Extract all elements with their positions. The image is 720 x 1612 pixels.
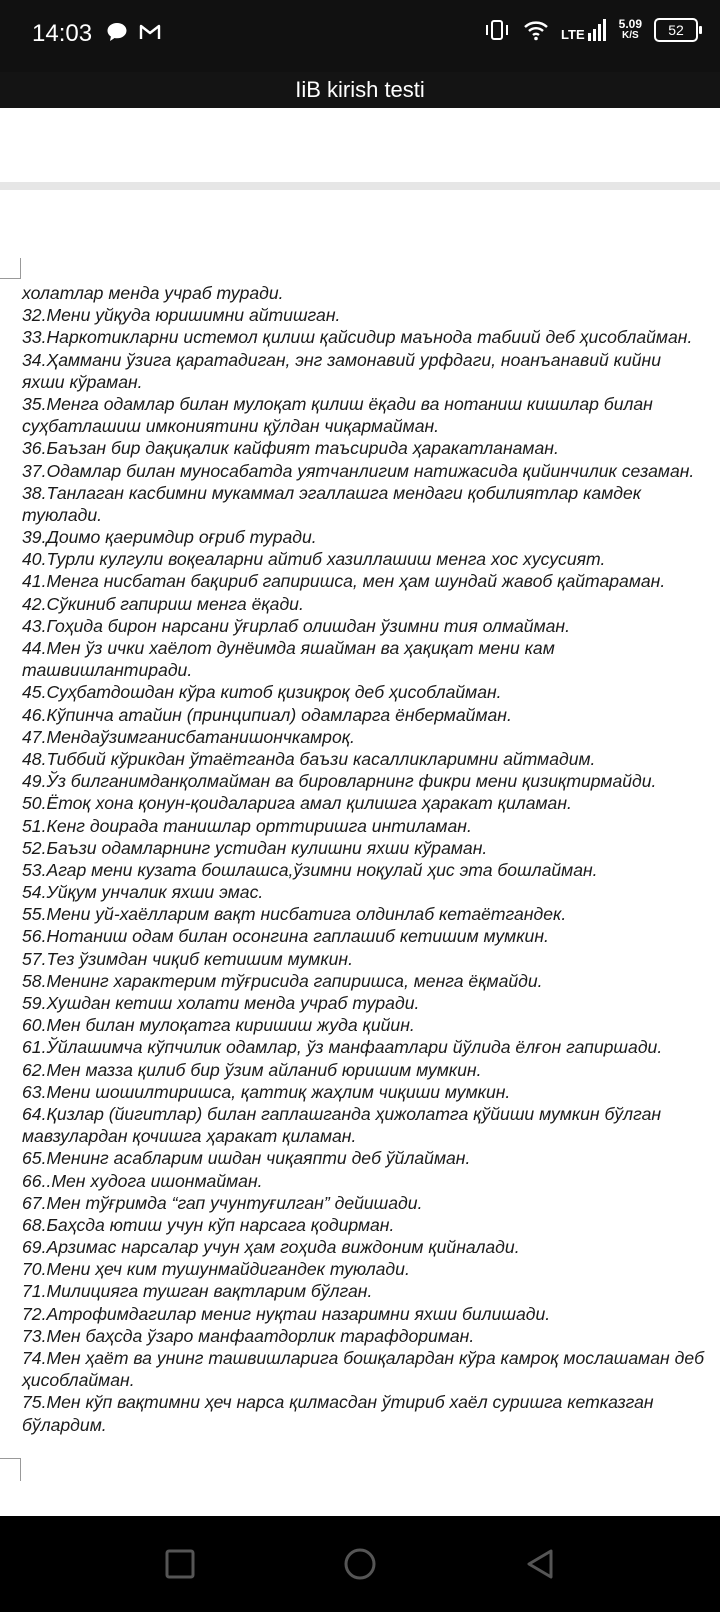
- battery-icon: [654, 18, 698, 42]
- text-line: 67.Мен тўғримда “гап учунтуғилган” дейишади.: [22, 1192, 423, 1213]
- page-corner-mark: [0, 258, 21, 279]
- lte-signal: [561, 19, 607, 41]
- page-separator: [0, 182, 720, 190]
- page-corner-mark: [0, 1458, 21, 1481]
- text-line: суҳбатлашиш имкониятини қўлдан чиқармайман.: [22, 416, 440, 437]
- recents-button[interactable]: [90, 1516, 270, 1612]
- document-viewer[interactable]: [0, 108, 720, 1516]
- recents-square-icon: [164, 1548, 196, 1580]
- text-line: 47.Мендаўзимганисбатанишончкамроқ.: [22, 726, 355, 747]
- text-line: 40.Турли кулгули воқеаларни айтиб хазиллашиш менга хос хусусият.: [22, 549, 606, 570]
- app-title-bar: [0, 72, 720, 108]
- text-line: 63.Мени шошилтиришса, қаттиқ жаҳлим чиқиши мумкин.: [22, 1081, 511, 1102]
- text-line: 58.Менинг характерим тўғрисида гапиришса, менга ёқмайди.: [22, 970, 543, 991]
- notification-icons: [106, 22, 162, 42]
- battery-level: 52: [668, 22, 684, 38]
- text-line: 66..Мен худога ишонмайман.: [22, 1170, 263, 1191]
- text-line: 60.Мен билан мулоқатга киришиш жуда қийин.: [22, 1015, 415, 1036]
- text-line: 33.Наркотикларни истемол қилиш қайсидир маънода табиий деб ҳисоблайман.: [22, 327, 693, 348]
- text-line: 32.Мени уйқуда юришимни айтишган.: [22, 305, 341, 326]
- text-line: 74.Мен ҳаёт ва унинг ташвишларига бошқалардан кўра камроқ мослашаман деб: [22, 1348, 704, 1368]
- text-line: холатлар менда учраб туради.: [22, 283, 284, 303]
- text-line: 57.Тез ўзимдан чиқиб кетишим мумкин.: [22, 948, 353, 969]
- text-line: ҳисоблайман.: [22, 1370, 135, 1391]
- text-line: 59.Хушдан кетиш холати менда учраб туради.: [22, 993, 420, 1013]
- text-line: яхши кўраман.: [22, 371, 143, 392]
- text-line: 75.Мен кўп вақтимни ҳеч нарса қилмасдан ўтириб хаёл суришга кетказган: [22, 1392, 654, 1413]
- text-line: 51.Кенг доирада танишлар орттиришга интиламан.: [22, 815, 472, 836]
- text-line: 71.Милицияга тушган вақтларим бўлган.: [22, 1281, 373, 1302]
- status-bar: [0, 0, 720, 72]
- text-line: 61.Ўйлашимча кўпчилик одамлар, ўз манфаатлари йўлида ёлғон гапиршади.: [22, 1037, 663, 1058]
- chat-bubble-icon: [106, 22, 128, 42]
- text-line: бўлардим.: [22, 1414, 107, 1435]
- text-line: 65.Менинг асабларим ишдан чиқаяпти деб ўйлайман.: [22, 1148, 471, 1169]
- text-line: 69.Арзимас нарсалар учун ҳам гоҳида виждоним қийналади.: [22, 1237, 520, 1258]
- text-line: мавзулардан қочишга ҳаракат қиламан.: [22, 1126, 357, 1147]
- app-title: IiB kirish testi: [295, 77, 425, 102]
- text-line: 46.Кўпинча атайин (принципиал) одамларга ёнбермайман.: [22, 704, 512, 725]
- text-line: 50.Ётоқ хона қонун-қоидаларига амал қилишга ҳаракат қиламан.: [22, 793, 572, 814]
- system-icons: [483, 18, 698, 42]
- status-time: 14:03: [32, 20, 93, 47]
- text-line: 43.Гоҳида бирон нарсани ўғирлаб олишдан ўзимни тия олмайман.: [22, 615, 570, 636]
- signal-icon: [587, 19, 607, 41]
- text-line: 62.Мен мазза қилиб бир ўзим айланиб юришим мумкин.: [22, 1059, 482, 1080]
- text-line: ташвишлантиради.: [22, 660, 193, 681]
- previous-page-bottom: [0, 108, 720, 182]
- back-triangle-icon: [525, 1548, 555, 1580]
- vibrate-icon: [483, 19, 511, 41]
- text-line: 41.Менга нисбатан бақириб гапиришса, мен ҳам шундай жавоб қайтараман.: [22, 571, 666, 592]
- text-line: 68.Баҳсда ютиш учун кўп нарсага қодирман.: [22, 1214, 395, 1235]
- network-speed: [619, 18, 642, 42]
- navigation-bar: [0, 1516, 720, 1612]
- document-page-text: [22, 282, 720, 1436]
- speed-value: 5.09: [618, 17, 642, 31]
- text-line: 52.Баъзи одамларнинг устидан кулишни яхши кўраман.: [22, 837, 488, 858]
- text-line: 39.Доимо қаеримдир оғриб туради.: [22, 527, 317, 548]
- text-line: 54.Уйқум унчалик яхши эмас.: [22, 882, 264, 903]
- text-line: 49.Ўз билганимданқолмайман ва бировларнинг фикри мени қизиқтирмайди.: [22, 771, 657, 792]
- text-line: 48.Тиббий кўрикдан ўтаётганда баъзи касалликларимни айтмадим.: [22, 748, 596, 769]
- wifi-icon: [523, 19, 549, 41]
- text-line: 44.Мен ўз ички хаёлот дунёимда яшайман ва ҳақиқат мени кам: [22, 638, 555, 658]
- back-button[interactable]: [450, 1516, 630, 1612]
- text-line: 38.Танлаган касбимни мукаммал эгаллашга мендаги қобилиятлар камдек: [22, 482, 642, 503]
- gmail-icon: [138, 22, 162, 42]
- text-line: 73.Мен баҳсда ўзаро манфаатдорлик тарафдориман.: [22, 1325, 475, 1346]
- text-line: 53.Агар мени кузата бошлашса,ўзимни ноқулай ҳис эта бошлайман.: [22, 859, 598, 880]
- text-line: туюлади.: [22, 504, 103, 525]
- text-line: 37.Одамлар билан муносабатда уятчанлигим натижасида қийинчилик сезаман.: [22, 460, 695, 481]
- text-line: 55.Мени уй-хаёлларим вақт нисбатига олдинлаб кетаётгандек.: [22, 904, 567, 925]
- home-button[interactable]: [270, 1516, 450, 1612]
- text-line: 42.Сўкиниб гапириш менга ёқади.: [22, 593, 304, 614]
- text-line: 70.Мени ҳеч ким тушунмайдигандек туюлади.: [22, 1259, 410, 1280]
- home-circle-icon: [343, 1547, 377, 1581]
- speed-unit: K/S: [621, 30, 639, 41]
- text-line: 72.Атрофимдагилар мениг нуқтаи назаримни яхши билишади.: [22, 1303, 551, 1324]
- text-line: 64.Қизлар (йигитлар) билан гаплашганда ҳижолатга қўйиши мумкин бўлган: [22, 1103, 662, 1124]
- network-type: LTE: [561, 27, 585, 42]
- text-line: 36.Баъзан бир дақиқалик кайфият таъсирида ҳаракатланаман.: [22, 438, 559, 459]
- text-line: 56.Нотаниш одам билан осонгина гаплашиб кетишим мумкин.: [22, 926, 549, 947]
- text-line: 34.Ҳаммани ўзига қаратадиган, энг замонавий урфдаги, ноанъанавий кийни: [22, 349, 662, 370]
- text-line: 35.Менга одамлар билан мулоқат қилиш ёқади ва нотаниш кишилар билан: [22, 393, 653, 414]
- text-line: 45.Суҳбатдошдан кўра китоб қизиқроқ деб ҳисоблайман.: [22, 682, 502, 703]
